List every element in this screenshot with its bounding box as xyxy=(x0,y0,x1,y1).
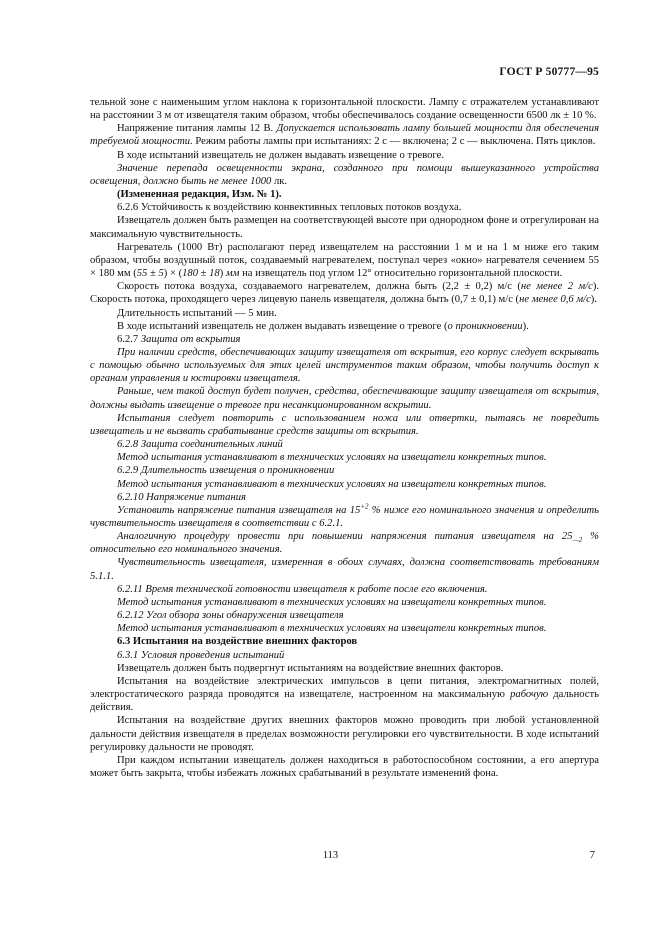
paragraph: Аналогичную процедуру провести при повышении напряжения питания извещателя на $25_{—2}$ % относительно его номинального значения. xyxy=(90,531,599,556)
section-heading: 6.2.8 Защита соединительных линий xyxy=(117,439,283,451)
paragraph: Испытания следует повторить с использованием ножа или отвертки, пытаясь не повредить извещатель и не вызвать срабатывание средств защиты от вскрытия. xyxy=(90,412,599,437)
page-number: 113 xyxy=(322,850,339,861)
paragraph: Раньше, чем такой доступ будет получен, средства, обеспечивающие защиту извещателя от вскрытия, должны выдать извещение о тревоге при несанкционированном вскрытии. xyxy=(90,386,599,411)
paragraph: При наличии средств, обеспечивающих защиту извещателя от вскрытия, его корпус следует вскрывать с помощью обычно используемых для этих целей инструментов таким образом, чтобы получить доступ к органам управления и юстировки извещателя. xyxy=(90,346,599,385)
paragraph: Испытания на воздействие других внешних факторов можно проводить при любой установленной дальности действия извещателя в пределах возможности регулировки его чувствительности. В ходе испытаний регулировку дальности не проводят. xyxy=(90,715,599,753)
paragraph: Длительность испытаний — 5 мин. xyxy=(117,307,277,319)
paragraph: В ходе испытаний извещатель не должен выдавать извещение о тревоге. xyxy=(117,149,444,161)
paragraph: Нагреватель (1000 Вт) располагают перед извещателем на расстоянии 1 м и на 1 м ниже его таким образом, чтобы воздушный поток, создаваемый нагревателем, поступал через «окно» нагревателя сечением 55 × 180 мм (55 ± 5) × (180 ± 18) мм на извещатель под углом 12° относительно горизонтальной плоскости. xyxy=(90,241,599,280)
paragraph: В ходе испытаний извещатель не должен выдавать извещение о тревоге (о проникновении). xyxy=(117,320,529,332)
paragraph: Метод испытания устанавливают в технических условиях на извещатели конкретных типов. xyxy=(117,478,547,490)
section-heading: 6.2.9 Длительность извещения о проникновении xyxy=(117,465,335,477)
paragraph: Испытания на воздействие электрических импульсов в цепи питания, электромагнитных полей, электростатического разряда проводятся на извещателе, настроенном на максимальную рабочую дальность действия. xyxy=(90,675,599,714)
standard-header: ГОСТ Р 50777—95 xyxy=(499,66,599,78)
paragraph: Извещатель должен быть подвергнут испытаниям на воздействие внешних факторов. xyxy=(117,662,504,674)
section-heading: 6.2.7 Защита от вскрытия xyxy=(117,333,241,345)
section-heading: 6.3.1 Условия проведения испытаний xyxy=(117,649,285,661)
paragraph: При каждом испытании извещатель должен находиться в работоспособном состоянии, а его апертура может быть закрыта, чтобы избежать ложных срабатываний в результате изменений фона. xyxy=(90,754,599,779)
paragraph: тельной зоне с наименьшим углом наклона к горизонтальной плоскости. Лампу с отражателем устанавливают на расстоянии 3 м от извещателя таким образом, чтобы обеспечивалось создание освещенности 6500 лк ± 10 %. xyxy=(90,97,599,122)
paragraph: Напряжение питания лампы 12 В. Допускается использовать лампу большей мощности для обеспечения требуемой мощности. Режим работы лампы при испытаниях: 2 с — включена; 2 с — выключена. Пять циклов. xyxy=(90,123,600,148)
section-heading: 6.2.10 Напряжение питания xyxy=(117,491,246,503)
amendment-note: (Измененная редакция, Изм. № 1). xyxy=(117,189,282,201)
section-heading: 6.2.11 Время технической готовности извещателя к работе после его включения. xyxy=(117,583,488,595)
section-heading: 6.3 Испытания на воздействие внешних факторов xyxy=(117,636,358,648)
paragraph: Метод испытания устанавливают в технических условиях на извещатели конкретных типов. xyxy=(117,623,547,635)
section-heading: 6.2.12 Угол обзора зоны обнаружения извещателя xyxy=(117,610,344,622)
paragraph: Метод испытания устанавливают в технических условиях на извещатели конкретных типов. xyxy=(117,596,547,608)
sheet-number: 7 xyxy=(589,850,595,861)
paragraph: Установить напряжение питания извещателя на $15^{+2}$ % ниже его номинального значения и определить чувствительность извещателя в соответствии с 6.2.1. xyxy=(90,502,599,529)
paragraph: Скорость потока воздуха, создаваемого нагревателем, должна быть (2,2 ± 0,2) м/с (не менее 2 м/с). Скорость потока, проходящего через лицевую панель извещателя, должна быть (0,7 ± 0,1) м/с (не менее 0,6 м/с). xyxy=(90,281,599,306)
paragraph: Метод испытания устанавливают в технических условиях на извещатели конкретных типов. xyxy=(117,452,547,464)
document-body xyxy=(90,96,599,780)
section-heading: 6.2.6 Устойчивость к воздействию конвективных тепловых потоков воздуха. xyxy=(117,202,462,214)
paragraph: Чувствительность извещателя, измеренная в обоих случаях, должна соответствовать требованиям 5.1.1. xyxy=(90,557,599,582)
paragraph: Извещатель должен быть размещен на соответствующей высоте при однородном фоне и отрегулирован на максимальную чувствительность. xyxy=(90,215,599,240)
paragraph: Значение перепада освещенности экрана, созданного при помощи вышеуказанного устройства освещения, должно быть не менее 1000 лк. xyxy=(90,162,599,187)
